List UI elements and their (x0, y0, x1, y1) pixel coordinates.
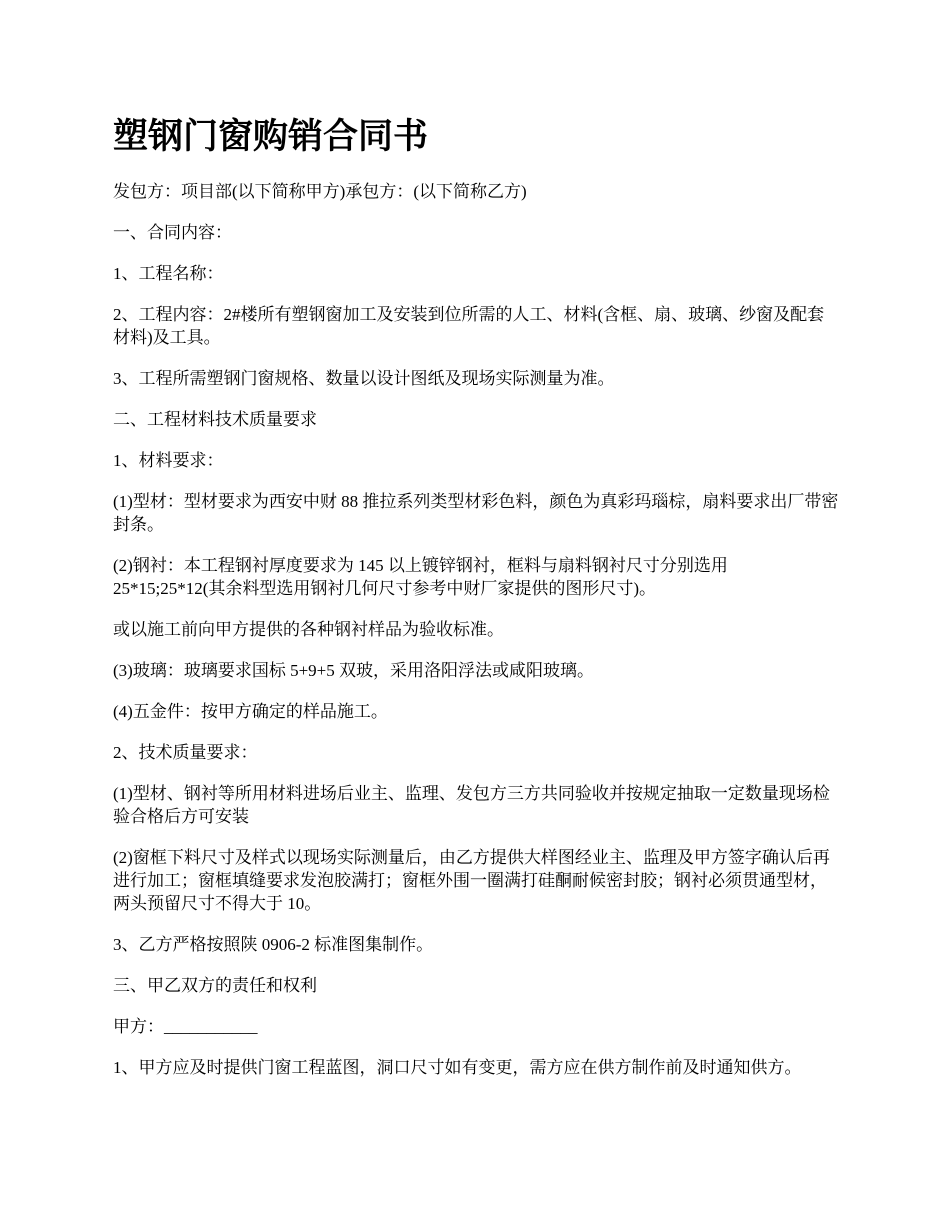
paragraph-technical-quality: 2、技术质量要求： (113, 743, 258, 762)
paragraph-glass: (3)玻璃：玻璃要求国标 5+9+5 双玻，采用洛阳浮法或咸阳玻璃。 (113, 661, 594, 680)
paragraph-frame-cutting: (2)窗框下料尺寸及样式以现场实际测量后，由乙方提供大样图经业主、监理及甲方签字确认后再进行加工；窗框填缝要求发泡胶满打；窗框外围一圈满打硅酮耐候密封胶；钢衬必须贯通型材，两头预留尺寸不得大于 10。 (113, 848, 830, 913)
paragraph-steel-samples: 或以施工前向甲方提供的各种钢衬样品为验收标准。 (113, 620, 504, 639)
paragraph-party-a: 甲方：___________ (113, 1017, 258, 1036)
paragraph-material-requirements: 1、材料要求： (113, 451, 224, 470)
paragraph-specs: 3、工程所需塑钢门窗规格、数量以设计图纸及现场实际测量为准。 (113, 369, 615, 388)
section-heading-material-quality: 二、工程材料技术质量要求 (113, 410, 317, 429)
paragraph-steel-lining: (2)钢衬：本工程钢衬厚度要求为 145 以上镀锌钢衬，框料与扇料钢衬尺寸分别选用 25*15;25*12(其余料型选用钢衬几何尺寸参考中财厂家提供的图形尺寸)。 (113, 556, 728, 598)
paragraph-inspection: (1)型材、钢衬等所用材料进场后业主、监理、发包方三方共同验收并按规定抽取一定数量现场检验合格后方可安装 (113, 784, 830, 826)
paragraph-party-a-duty-1: 1、甲方应及时提供门窗工程蓝图，洞口尺寸如有变更，需方应在供方制作前及时通知供方。 (113, 1058, 802, 1077)
paragraph-hardware: (4)五金件：按甲方确定的样品施工。 (113, 702, 388, 721)
section-heading-responsibilities: 三、甲乙双方的责任和权利 (113, 976, 317, 995)
paragraph-parties: 发包方：项目部(以下简称甲方)承包方：(以下简称乙方) (113, 182, 527, 201)
paragraph-project-content: 2、工程内容：2#楼所有塑钢窗加工及安装到位所需的人工、材料(含框、扇、玻璃、纱窗及配套材料)及工具。 (113, 305, 825, 347)
document-page (113, 112, 840, 1097)
document-title: 塑钢门窗购销合同书 (113, 117, 429, 157)
paragraph-standard: 3、乙方严格按照陕 0906-2 标准图集制作。 (113, 935, 434, 954)
paragraph-profile: (1)型材：型材要求为西安中财 88 推拉系列类型材彩色料，颜色为真彩玛瑙棕，扇料要求出厂带密封条。 (113, 492, 839, 534)
paragraph-project-name: 1、工程名称： (113, 264, 224, 283)
section-heading-contract-content: 一、合同内容： (113, 223, 232, 242)
